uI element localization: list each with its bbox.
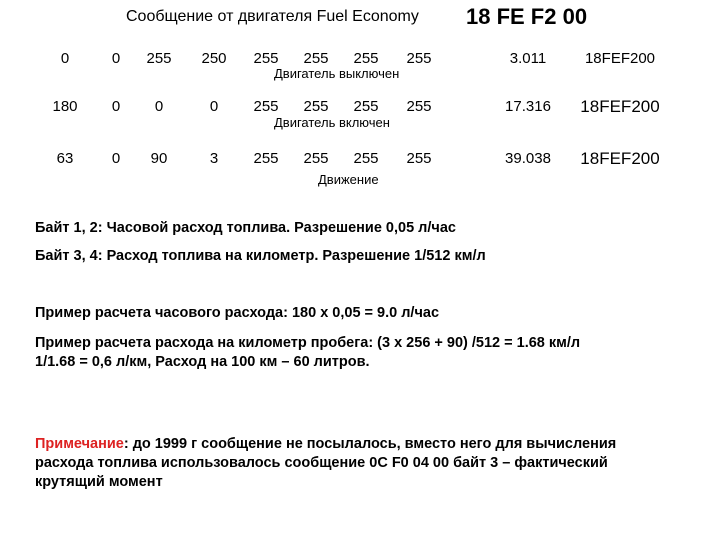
id-cell: 18FEF200 xyxy=(580,97,660,116)
id-cell: 18FEF200 xyxy=(584,50,656,67)
km-example-line1: Пример расчета расхода на километр пробега: (3 х 256 + 90) /512 = 1.68 км/л xyxy=(35,335,581,351)
row-label: Двигатель выключен xyxy=(274,66,400,81)
timestamp-cell: 17.316 xyxy=(505,98,551,115)
value-cell: 250 xyxy=(201,50,227,67)
hourly-example: Пример расчета часового расхода: 180 х 0,05 = 9.0 л/час xyxy=(35,305,440,321)
value-cell: 255 xyxy=(303,98,329,115)
byte34-description: Байт 3, 4: Расход топлива на километр. Разрешение 1/512 км/л xyxy=(35,248,486,264)
message-title: Сообщение от двигателя Fuel Economy xyxy=(126,8,419,25)
value-cell: 255 xyxy=(253,150,279,167)
remark-line3: крутящий момент xyxy=(35,474,163,490)
byte12-description: Байт 1, 2: Часовой расход топлива. Разрешение 0,05 л/час xyxy=(35,220,456,236)
value-cell: 255 xyxy=(253,98,279,115)
value-cell: 255 xyxy=(406,150,432,167)
id-cell: 18FEF200 xyxy=(580,149,660,168)
value-cell: 3 xyxy=(209,150,219,167)
remark-line2: расхода топлива использовалось сообщение 0С F0 04 00 байт 3 – фактический xyxy=(35,455,608,471)
value-cell: 255 xyxy=(353,150,379,167)
value-cell: 255 xyxy=(353,98,379,115)
value-cell: 255 xyxy=(406,50,432,67)
value-cell: 90 xyxy=(150,150,168,167)
message-id: 18 FE F2 00 xyxy=(466,4,588,29)
value-cell: 180 xyxy=(52,98,78,115)
timestamp-cell: 3.011 xyxy=(509,50,547,67)
km-example-line2: 1/1.68 = 0,6 л/км, Расход на 100 км – 60 литров. xyxy=(35,354,370,370)
value-cell: 0 xyxy=(154,98,164,115)
value-cell: 255 xyxy=(353,50,379,67)
remark-line1 xyxy=(35,435,616,454)
value-cell: 255 xyxy=(303,150,329,167)
row-label: Двигатель включен xyxy=(274,115,390,130)
timestamp-cell: 39.038 xyxy=(505,150,551,167)
remark-text: : до 1999 г сообщение не посылалось, вместо него для вычисления xyxy=(123,436,617,452)
value-cell: 255 xyxy=(303,50,329,67)
value-cell: 255 xyxy=(406,98,432,115)
value-cell: 0 xyxy=(209,98,219,115)
value-cell: 63 xyxy=(56,150,74,167)
value-cell: 0 xyxy=(111,50,121,67)
value-cell: 0 xyxy=(111,98,121,115)
value-cell: 0 xyxy=(111,150,121,167)
value-cell: 255 xyxy=(253,50,279,67)
row-label: Движение xyxy=(318,172,379,187)
remark-label: Примечание xyxy=(35,436,124,452)
value-cell: 255 xyxy=(146,50,172,67)
value-cell: 0 xyxy=(60,50,70,67)
